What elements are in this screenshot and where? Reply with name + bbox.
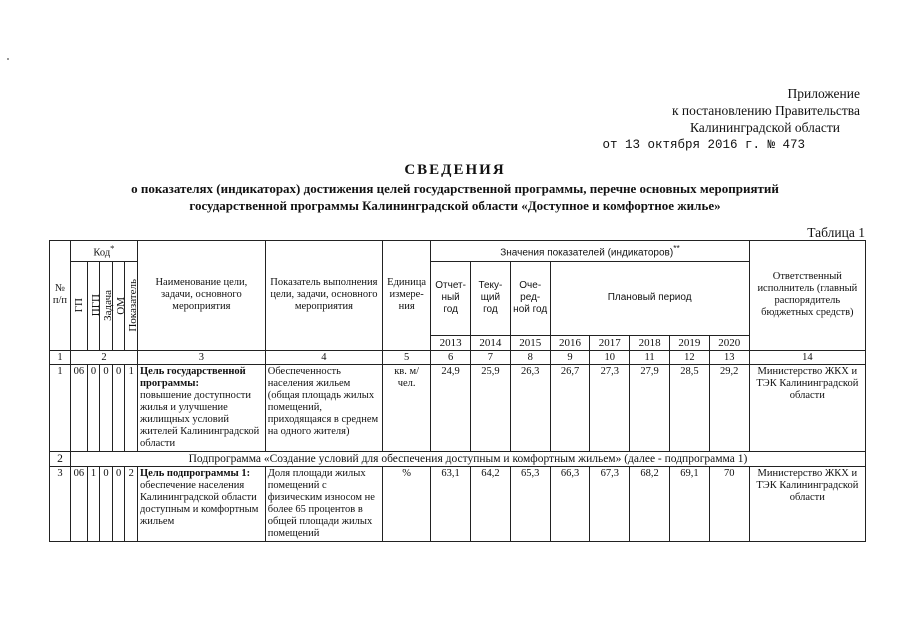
subprogram-row xyxy=(50,451,866,466)
value-cell: 70 xyxy=(709,466,749,541)
header-current-year: Теку-щий год xyxy=(471,261,511,335)
column-number: 9 xyxy=(550,350,590,364)
value-cell: 63,1 xyxy=(431,466,471,541)
header-plan-period: Плановый период xyxy=(550,261,749,335)
subprogram-title: Подпрограмма «Создание условий для обеспечения доступным и комфортным жильем» (далее - подпрограмма 1) xyxy=(70,451,865,466)
indicator-cell: Доля площади жилых помещений с физическим износом не более 65 процентов в общей площади жилых помещений xyxy=(265,466,382,541)
year-cell: 2018 xyxy=(630,335,670,350)
year-cell: 2014 xyxy=(471,335,511,350)
column-number: 3 xyxy=(138,350,266,364)
column-number: 12 xyxy=(670,350,710,364)
column-number-row xyxy=(50,350,866,364)
value-cell: 69,1 xyxy=(670,466,710,541)
header-values: Значения показателей (индикаторов)** xyxy=(431,241,749,262)
unit-cell: % xyxy=(383,466,431,541)
year-cell: 2019 xyxy=(670,335,710,350)
goal-name-text: обеспечение населения Калининградской области доступным и комфортным жильем xyxy=(140,479,259,527)
row-num: 2 xyxy=(50,451,71,466)
document-title: СВЕДЕНИЯ xyxy=(404,162,506,178)
responsible-cell: Министерство ЖКХ и ТЭК Калининградской области xyxy=(749,364,865,451)
header-code-gp: ГП xyxy=(70,261,87,350)
value-cell: 64,2 xyxy=(471,466,511,541)
value-cell: 25,9 xyxy=(471,364,511,451)
code-gp: 06 xyxy=(70,364,87,451)
table-row xyxy=(50,364,866,451)
code-om: 0 xyxy=(112,466,125,541)
code-pgp: 1 xyxy=(87,466,100,541)
header-next-year: Оче-ред-ной год xyxy=(510,261,550,335)
row-num: 3 xyxy=(50,466,71,541)
code-pgp: 0 xyxy=(87,364,100,451)
goal-name-cell xyxy=(138,364,266,451)
code-gp: 06 xyxy=(70,466,87,541)
year-cell: 2016 xyxy=(550,335,590,350)
value-cell: 66,3 xyxy=(550,466,590,541)
column-number: 7 xyxy=(471,350,511,364)
value-cell: 65,3 xyxy=(510,466,550,541)
value-cell: 24,9 xyxy=(431,364,471,451)
value-cell: 27,9 xyxy=(630,364,670,451)
header-code-om: ОМ xyxy=(112,261,125,350)
column-number: 5 xyxy=(383,350,431,364)
document-subtitle-2: государственной программы Калининградской области «Доступное и комфортное жилье» xyxy=(189,198,721,213)
unit-cell: кв. м/ чел. xyxy=(383,364,431,451)
header-unit: Единица измере-ния xyxy=(383,241,431,351)
scan-speck xyxy=(7,58,9,60)
table-row xyxy=(50,466,866,541)
document-subtitle-1: о показателях (индикаторах) достижения целей государственной программы, перечне основных мероприятий xyxy=(131,181,779,196)
header-name: Наименование цели, задачи, основного мероприятия xyxy=(138,241,266,351)
value-cell: 29,2 xyxy=(709,364,749,451)
year-cell: 2015 xyxy=(510,335,550,350)
indicator-cell: Обеспеченность населения жильем (общая площадь жилых помещений, приходящаяся в среднем на одного жителя) xyxy=(265,364,382,451)
header-responsible: Ответственный исполнитель (главный распорядитель бюджетных средств) xyxy=(749,241,865,351)
value-cell: 26,3 xyxy=(510,364,550,451)
value-cell: 67,3 xyxy=(590,466,630,541)
column-number: 1 xyxy=(50,350,71,364)
column-number: 11 xyxy=(630,350,670,364)
column-number: 8 xyxy=(510,350,550,364)
year-cell: 2020 xyxy=(709,335,749,350)
value-cell: 26,7 xyxy=(550,364,590,451)
code-om: 0 xyxy=(112,364,125,451)
header-code: Код* xyxy=(70,241,137,262)
column-number: 14 xyxy=(749,350,865,364)
code-task: 0 xyxy=(100,364,113,451)
header-code-indicator: Показатель xyxy=(125,261,138,350)
appendix-line3: Калининградской области xyxy=(689,120,840,135)
code-task: 0 xyxy=(100,466,113,541)
code-indicator: 2 xyxy=(125,466,138,541)
year-cell: 2017 xyxy=(590,335,630,350)
code-indicator: 1 xyxy=(125,364,138,451)
column-number: 6 xyxy=(431,350,471,364)
value-cell: 28,5 xyxy=(670,364,710,451)
appendix-date-line: от 13 октября 2016 г. № 473 xyxy=(602,138,805,152)
goal-name-bold: Цель подпрограммы 1: xyxy=(140,467,251,479)
responsible-cell: Министерство ЖКХ и ТЭК Калининградской области xyxy=(749,466,865,541)
column-number: 13 xyxy=(709,350,749,364)
header-indicator: Показатель выполнения цели, задачи, основного мероприятия xyxy=(265,241,382,351)
table-label: Таблица 1 xyxy=(807,225,865,240)
appendix-title: Приложение xyxy=(787,86,860,101)
column-number: 10 xyxy=(590,350,630,364)
column-number: 2 xyxy=(70,350,137,364)
header-code-task: Задача xyxy=(100,261,113,350)
column-number: 4 xyxy=(265,350,382,364)
goal-name-cell xyxy=(138,466,266,541)
year-cell: 2013 xyxy=(431,335,471,350)
header-report-year: Отчет-ный год xyxy=(431,261,471,335)
goal-name-text: повышение доступности жилья и улучшение жилищных условий жителей Калининградской области xyxy=(140,389,260,449)
header-code-pgp: ПГП xyxy=(87,261,100,350)
value-cell: 27,3 xyxy=(590,364,630,451)
goal-name-bold: Цель государственной программы: xyxy=(140,365,246,389)
value-cell: 68,2 xyxy=(630,466,670,541)
row-num: 1 xyxy=(50,364,71,451)
header-num: № п/п xyxy=(50,241,71,351)
appendix-line2: к постановлению Правительства xyxy=(671,103,860,118)
indicators-table xyxy=(49,240,866,542)
header-row-1 xyxy=(50,241,866,262)
